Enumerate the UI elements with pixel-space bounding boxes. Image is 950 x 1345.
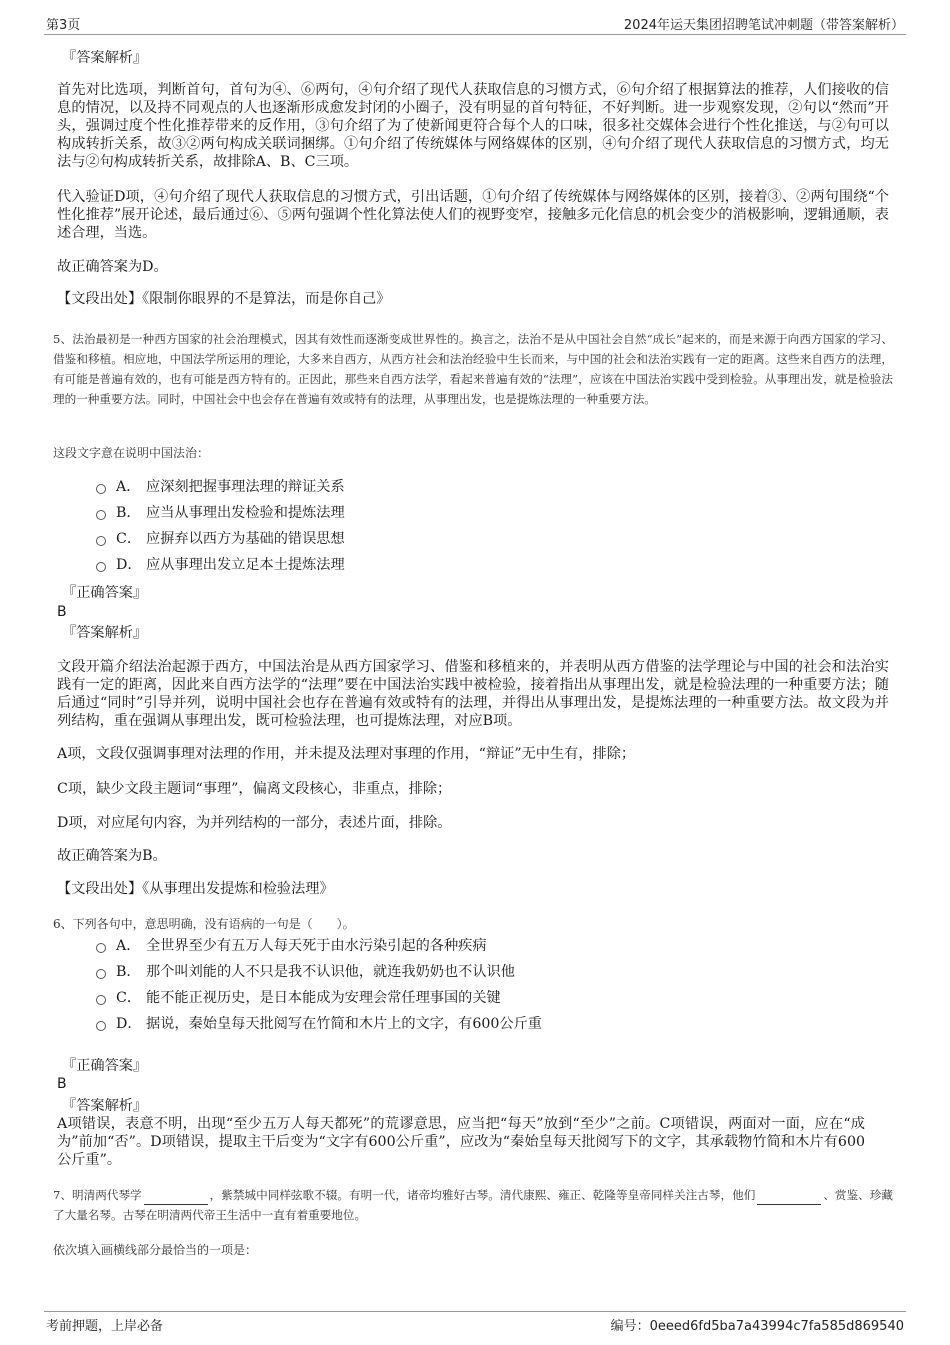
option-text: 应当从事理出发检验和提炼法理 <box>146 505 345 521</box>
q6-correct-label: 『正确答案』 <box>62 1058 148 1074</box>
option-letter: D． <box>116 557 142 573</box>
q5-source: 【文段出处】《从事理出发提炼和检验法理》 <box>57 881 334 897</box>
document-title: 2024年运天集团招聘笔试冲刺题（带答案解析） <box>623 18 904 33</box>
q6-analysis-label: 『答案解析』 <box>62 1098 148 1114</box>
footer-code <box>611 1315 904 1334</box>
option-letter: D． <box>116 1016 142 1032</box>
q5-option-d[interactable] <box>96 556 345 574</box>
q6-answer: B <box>57 1076 67 1092</box>
option-text: 全世界至少有五万人每天死于由水污染引起的各种疾病 <box>146 938 487 954</box>
option-text: 应从事理出发立足本土提炼法理 <box>146 557 345 573</box>
footer-slogan: 考前押题，上岸必备 <box>46 1319 164 1334</box>
radio-button[interactable] <box>96 995 106 1005</box>
q7-stem <box>53 1185 893 1225</box>
q5-option-b[interactable] <box>96 504 345 522</box>
q5-conclusion: 故正确答案为B。 <box>57 848 167 864</box>
radio-button[interactable] <box>96 943 106 953</box>
q6-option-a[interactable] <box>96 937 487 955</box>
q5-analysis-label: 『答案解析』 <box>62 625 148 641</box>
option-letter: B． <box>116 505 141 521</box>
option-letter: C． <box>116 531 142 547</box>
option-text: 那个叫刘能的人不只是我不认识他，就连我奶奶也不认识他 <box>146 964 515 980</box>
option-text: 应摒弃以西方为基础的错误思想 <box>146 531 345 547</box>
radio-button[interactable] <box>96 536 106 546</box>
q5-answer: B <box>57 604 67 620</box>
q5-stem: 5、法治最初是一种西方国家的社会治理模式，因其有效性而逐渐变成世界性的。换言之，法治不是从中国社会自然“成长”起来的，而是来源于向西方国家的学习、借鉴和移植。相应地，中国法学所运用的理论，大多来自西方，从西方社会和法治经验中生长而来，与中国的社会和法治实践有一定的距离。这些来自西方的法理，有可能是普遍有效的，也有可能是西方特有的。正因此，那些来自西方法学，看起来普遍有效的“法理”，应该在中国法治实践中受到检验。从事理出发，就是检验法理的一种重要方法。同时，中国社会中也会存在普遍有效或特有的法理，从事理出发，也是提炼法理的一种重要方法。 <box>53 332 893 406</box>
q6-option-d[interactable] <box>96 1015 542 1033</box>
footer-code-value: 0eeed6fd5ba7a43994c7fa585d869540 <box>649 1319 904 1334</box>
q6-stem: 6、下列各句中，意思明确，没有语病的一句是（ ）。 <box>53 917 355 931</box>
option-letter: B． <box>116 964 141 980</box>
radio-button[interactable] <box>96 562 106 572</box>
option-letter: A． <box>116 479 141 495</box>
q5-analysis-c: C项，缺少文段主题词“事理”，偏离文段核心，非重点，排除； <box>57 781 452 797</box>
page-number: 第3页 <box>46 18 81 33</box>
q7-stem-part-3: 、赏鉴、珍藏了大量名琴。古琴在明清两代帝王生活中一直有着重要地位。 <box>53 1188 893 1222</box>
q4-analysis-label: 『答案解析』 <box>62 50 148 66</box>
radio-button[interactable] <box>96 969 106 979</box>
option-letter: A． <box>116 938 141 954</box>
footer-code-label: 编号： <box>610 1319 650 1334</box>
option-text: 应深刻把握事理法理的辩证关系 <box>146 479 345 495</box>
q6-option-c[interactable] <box>96 989 501 1007</box>
radio-button[interactable] <box>96 484 106 494</box>
q4-analysis-paragraph-1: 首先对比选项，判断首句，首句为④、⑥两句，④句介绍了现代人获取信息的习惯方式，⑥句介绍了根据算法的推荐，人们接收的信息的情况，以及持不同观点的人也逐渐形成愈发封闭的小圈子，没有明显的首句特征，不好判断。进一步观察发现，②句以“然而”开头，强调过度个性化推荐带来的反作用，③句介绍了为了使新闻更符合每个人的口味，很多社交媒体会进行个性化推送，与②句可以构成转折关系，故③②两句构成关联词捆绑。①句介绍了传统媒体与网络媒体的区别，④句介绍了现代人获取信息的习惯方式，均无法与②句构成转折关系，故排除A、B、C三项。 <box>57 82 889 170</box>
q4-conclusion: 故正确答案为D。 <box>57 259 168 275</box>
q7-stem-part-2: ，紫禁城中同样弦歌不辍。有明一代，诸帝均雅好古琴。清代康熙、雍正、乾隆等皇帝同样关注古琴，他们 <box>209 1188 756 1202</box>
radio-button[interactable] <box>96 510 106 520</box>
q5-analysis-d: D项，对应尾句内容，为并列结构的一部分，表述片面，排除。 <box>57 815 452 831</box>
option-letter: C． <box>116 990 142 1006</box>
radio-button[interactable] <box>96 1021 106 1031</box>
q6-analysis: A项错误，表意不明，出现“至少五万人每天都死”的荒谬意思，应当把“每天”放到“至少”之前。C项错误，两面对一面，应在“成为”前加“否”。D项错误，提取主干后变为“文字有600公斤重”，应改为“秦始皇每天批阅写下的文字，其承载物竹简和木片有600公斤重”。 <box>57 1116 865 1168</box>
q5-option-a[interactable] <box>96 478 345 496</box>
q4-source: 【文段出处】《限制你眼界的不是算法，而是你自己》 <box>57 291 391 307</box>
option-text: 能不能正视历史，是日本能成为安理会常任理事国的关键 <box>146 990 501 1006</box>
q6-option-b[interactable] <box>96 963 515 981</box>
q5-analysis-paragraph: 文段开篇介绍法治起源于西方，中国法治是从西方国家学习、借鉴和移植来的，并表明从西方借鉴的法学理论与中国的社会和法治实践有一定的距离，因此来自西方法学的“法理”要在中国法治实践中被检验，接着指出从事理出发，就是检验法理的一种重要方法；随后通过“同时”引导并列，说明中国社会也存在普遍有效或特有的法理，并得出从事理出发，是提炼法理的一种重要方法。故文段为并列结构，重在强调从事理出发，既可检验法理，也可提炼法理，对应B项。 <box>57 659 889 729</box>
header-divider <box>44 34 906 35</box>
q7-question: 依次填入画横线部分最恰当的一项是： <box>53 1243 258 1257</box>
q7-stem-part-1: 7、明清两代琴学 <box>53 1188 142 1202</box>
q5-analysis-a: A项，文段仅强调事理对法理的作用，并未提及法理对事理的作用，“辩证”无中生有，排除； <box>57 746 636 762</box>
fill-blank-2 <box>757 1192 821 1205</box>
q5-option-c[interactable] <box>96 530 345 548</box>
q4-analysis-paragraph-2: 代入验证D项，④句介绍了现代人获取信息的习惯方式，引出话题，①句介绍了传统媒体与网络媒体的区别，接着③、②两句围绕“个性化推荐”展开论述，最后通过⑥、⑤两句强调个性化算法使人们的视野变窄，接触多元化信息的机会变少的消极影响，逻辑通顺，表述合理，当选。 <box>57 189 889 241</box>
q5-question: 这段文字意在说明中国法治： <box>53 446 210 460</box>
option-text: 据说，秦始皇每天批阅写在竹简和木片上的文字，有600公斤重 <box>146 1016 542 1032</box>
fill-blank-1 <box>144 1192 208 1205</box>
footer-divider <box>44 1311 906 1312</box>
q5-correct-label: 『正确答案』 <box>62 585 148 601</box>
